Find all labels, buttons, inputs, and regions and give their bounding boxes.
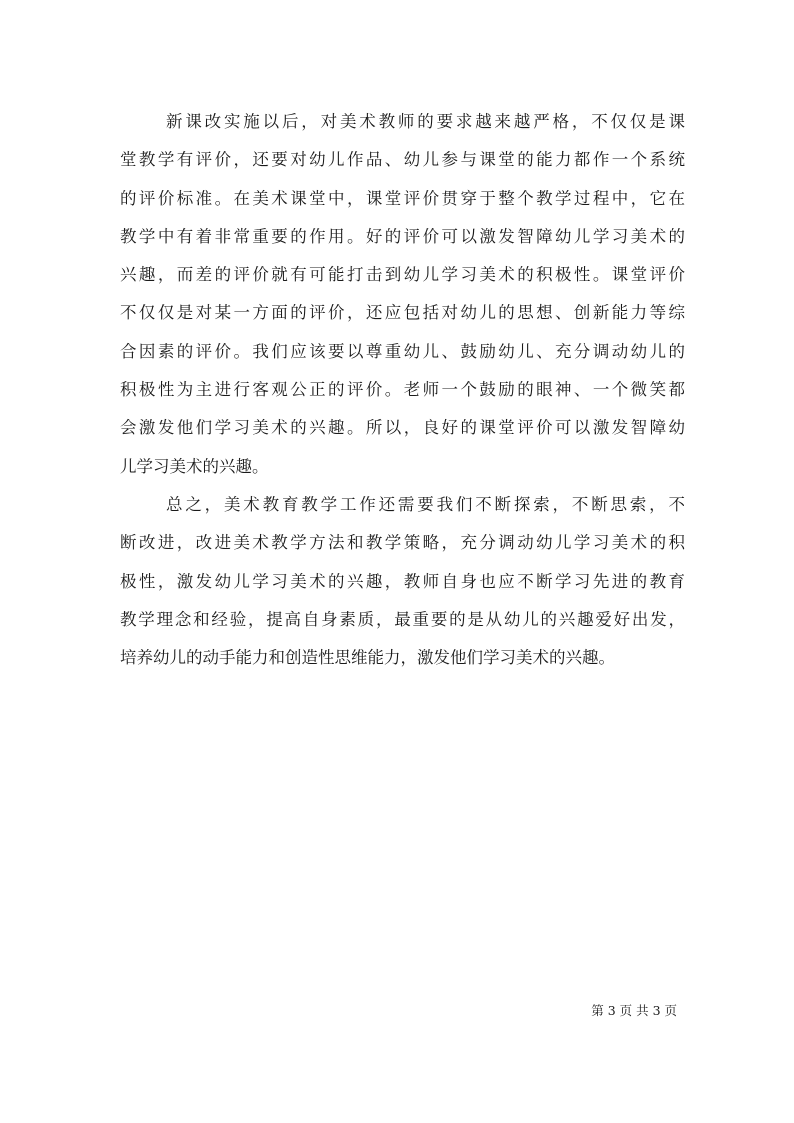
- document-body: [120, 103, 685, 677]
- text-line: 积极性为主进行客观公正的评价。老师一个鼓励的眼神、一个微笑都: [120, 380, 685, 400]
- text-line: 教学中有着非常重要的作用。好的评价可以激发智障幼儿学习美术的: [120, 226, 685, 246]
- text-line: 堂教学有评价，还要对幼儿作品、幼儿参与课堂的能力都作一个系统: [120, 150, 685, 170]
- text-line: 兴趣，而差的评价就有可能打击到幼儿学习美术的积极性。课堂评价: [120, 265, 685, 285]
- text-line: 新课改实施以后，对美术教师的要求越来越严格，不仅仅是课: [166, 112, 685, 131]
- text-line: 断改进，改进美术教学方法和教学策略，充分调动幼儿学习美术的积: [120, 533, 685, 553]
- text-line: 的评价标准。在美术课堂中，课堂评价贯穿于整个教学过程中，它在: [120, 188, 685, 208]
- text-line: 不仅仅是对某一方面的评价，还应包括对幼儿的思想、创新能力等综: [120, 303, 685, 323]
- text-line: 儿学习美术的兴趣。: [120, 456, 269, 476]
- paragraph-1: [120, 103, 685, 486]
- text-line: 极性，激发幼儿学习美术的兴趣，教师自身也应不断学习先进的教育: [120, 571, 685, 591]
- page-number: 第 3 页 共 3 页: [591, 1003, 677, 1018]
- text-line: 会激发他们学习美术的兴趣。所以，良好的课堂评价可以激发智障幼: [120, 418, 685, 438]
- text-line: 总之，美术教育教学工作还需要我们不断探索，不断思索，不: [166, 494, 685, 514]
- paragraph-2: [120, 486, 685, 677]
- text-line: 培养幼儿的动手能力和创造性思维能力，激发他们学习美术的兴趣。: [120, 648, 615, 668]
- text-line: 合因素的评价。我们应该要以尊重幼儿、鼓励幼儿、充分调动幼儿的: [120, 341, 685, 361]
- text-line: 教学理念和经验，提高自身素质，最重要的是从幼儿的兴趣爱好出发，: [120, 609, 685, 629]
